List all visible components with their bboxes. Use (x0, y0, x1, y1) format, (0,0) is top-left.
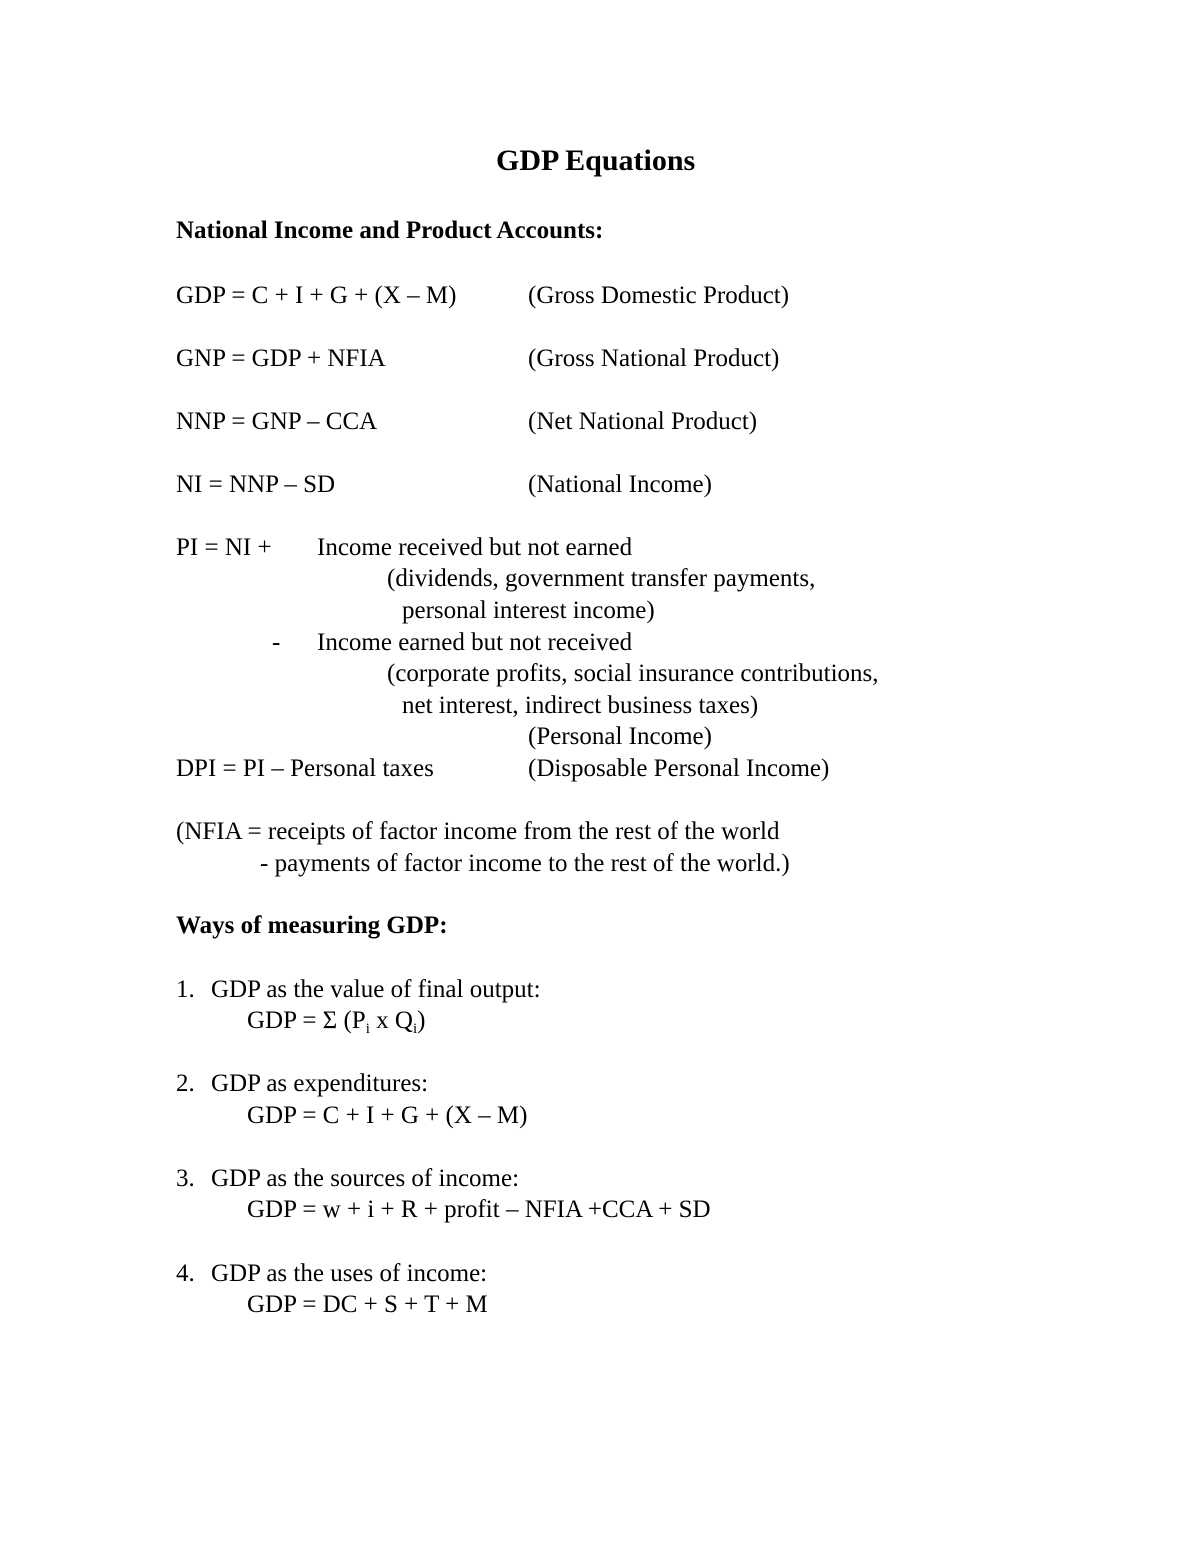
formula-middle: x Q (369, 1007, 413, 1034)
gdp-meaning: (Gross Domestic Product) (528, 282, 790, 309)
gnp-meaning: (Gross National Product) (528, 345, 780, 372)
pi-plus-detail-2: personal interest income) (402, 597, 655, 624)
dpi-meaning: (Disposable Personal Income) (528, 755, 830, 782)
list-number: 4. (176, 1260, 195, 1287)
section-heading-accounts: National Income and Product Accounts: (176, 217, 604, 244)
nnp-equation: NNP = GNP – CCA (176, 408, 378, 435)
pi-minus-detail-2: net interest, indirect business taxes) (402, 692, 759, 719)
nfia-note-line-1: (NFIA = receipts of factor income from the rest of the world (176, 818, 780, 845)
formula-subscript: i (412, 1021, 418, 1037)
formula-suffix: ) (417, 1007, 426, 1034)
ni-equation: NI = NNP – SD (176, 471, 336, 498)
pi-minus-detail-1: (corporate profits, social insurance contributions, (387, 660, 879, 687)
section-heading-measuring: Ways of measuring GDP: (176, 912, 448, 939)
list-item-label: GDP as the sources of income: (211, 1165, 520, 1192)
pi-minus-sign: - (272, 629, 281, 656)
list-number: 1. (176, 976, 195, 1003)
pi-meaning: (Personal Income) (528, 723, 712, 750)
nfia-note-line-2: - payments of factor income to the rest of the world.) (260, 850, 790, 877)
gdp-equation: GDP = C + I + G + (X – M) (176, 282, 457, 309)
list-item-label: GDP as expenditures: (211, 1070, 429, 1097)
pi-minus-item: Income earned but not received (317, 629, 633, 656)
pi-equation: PI = NI + (176, 534, 272, 561)
pi-plus-detail-1: (dividends, government transfer payments, (387, 565, 816, 592)
formula-prefix: GDP = Σ (P (247, 1007, 366, 1034)
list-item-formula: GDP = DC + S + T + M (247, 1291, 488, 1318)
list-item-label: GDP as the value of final output: (211, 976, 541, 1003)
list-number: 2. (176, 1070, 195, 1097)
dpi-equation: DPI = PI – Personal taxes (176, 755, 434, 782)
list-item-label: GDP as the uses of income: (211, 1260, 488, 1287)
list-item-formula: GDP = C + I + G + (X – M) (247, 1102, 528, 1129)
pi-plus-item: Income received but not earned (317, 534, 633, 561)
list-item-formula: GDP = w + i + R + profit – NFIA +CCA + SD (247, 1196, 711, 1223)
formula-subscript: i (365, 1021, 370, 1037)
list-item-formula (247, 1007, 426, 1037)
ni-meaning: (National Income) (528, 471, 712, 498)
list-number: 3. (176, 1165, 195, 1192)
nnp-meaning: (Net National Product) (528, 408, 758, 435)
page-title: GDP Equations (496, 144, 696, 177)
gnp-equation: GNP = GDP + NFIA (176, 345, 386, 372)
